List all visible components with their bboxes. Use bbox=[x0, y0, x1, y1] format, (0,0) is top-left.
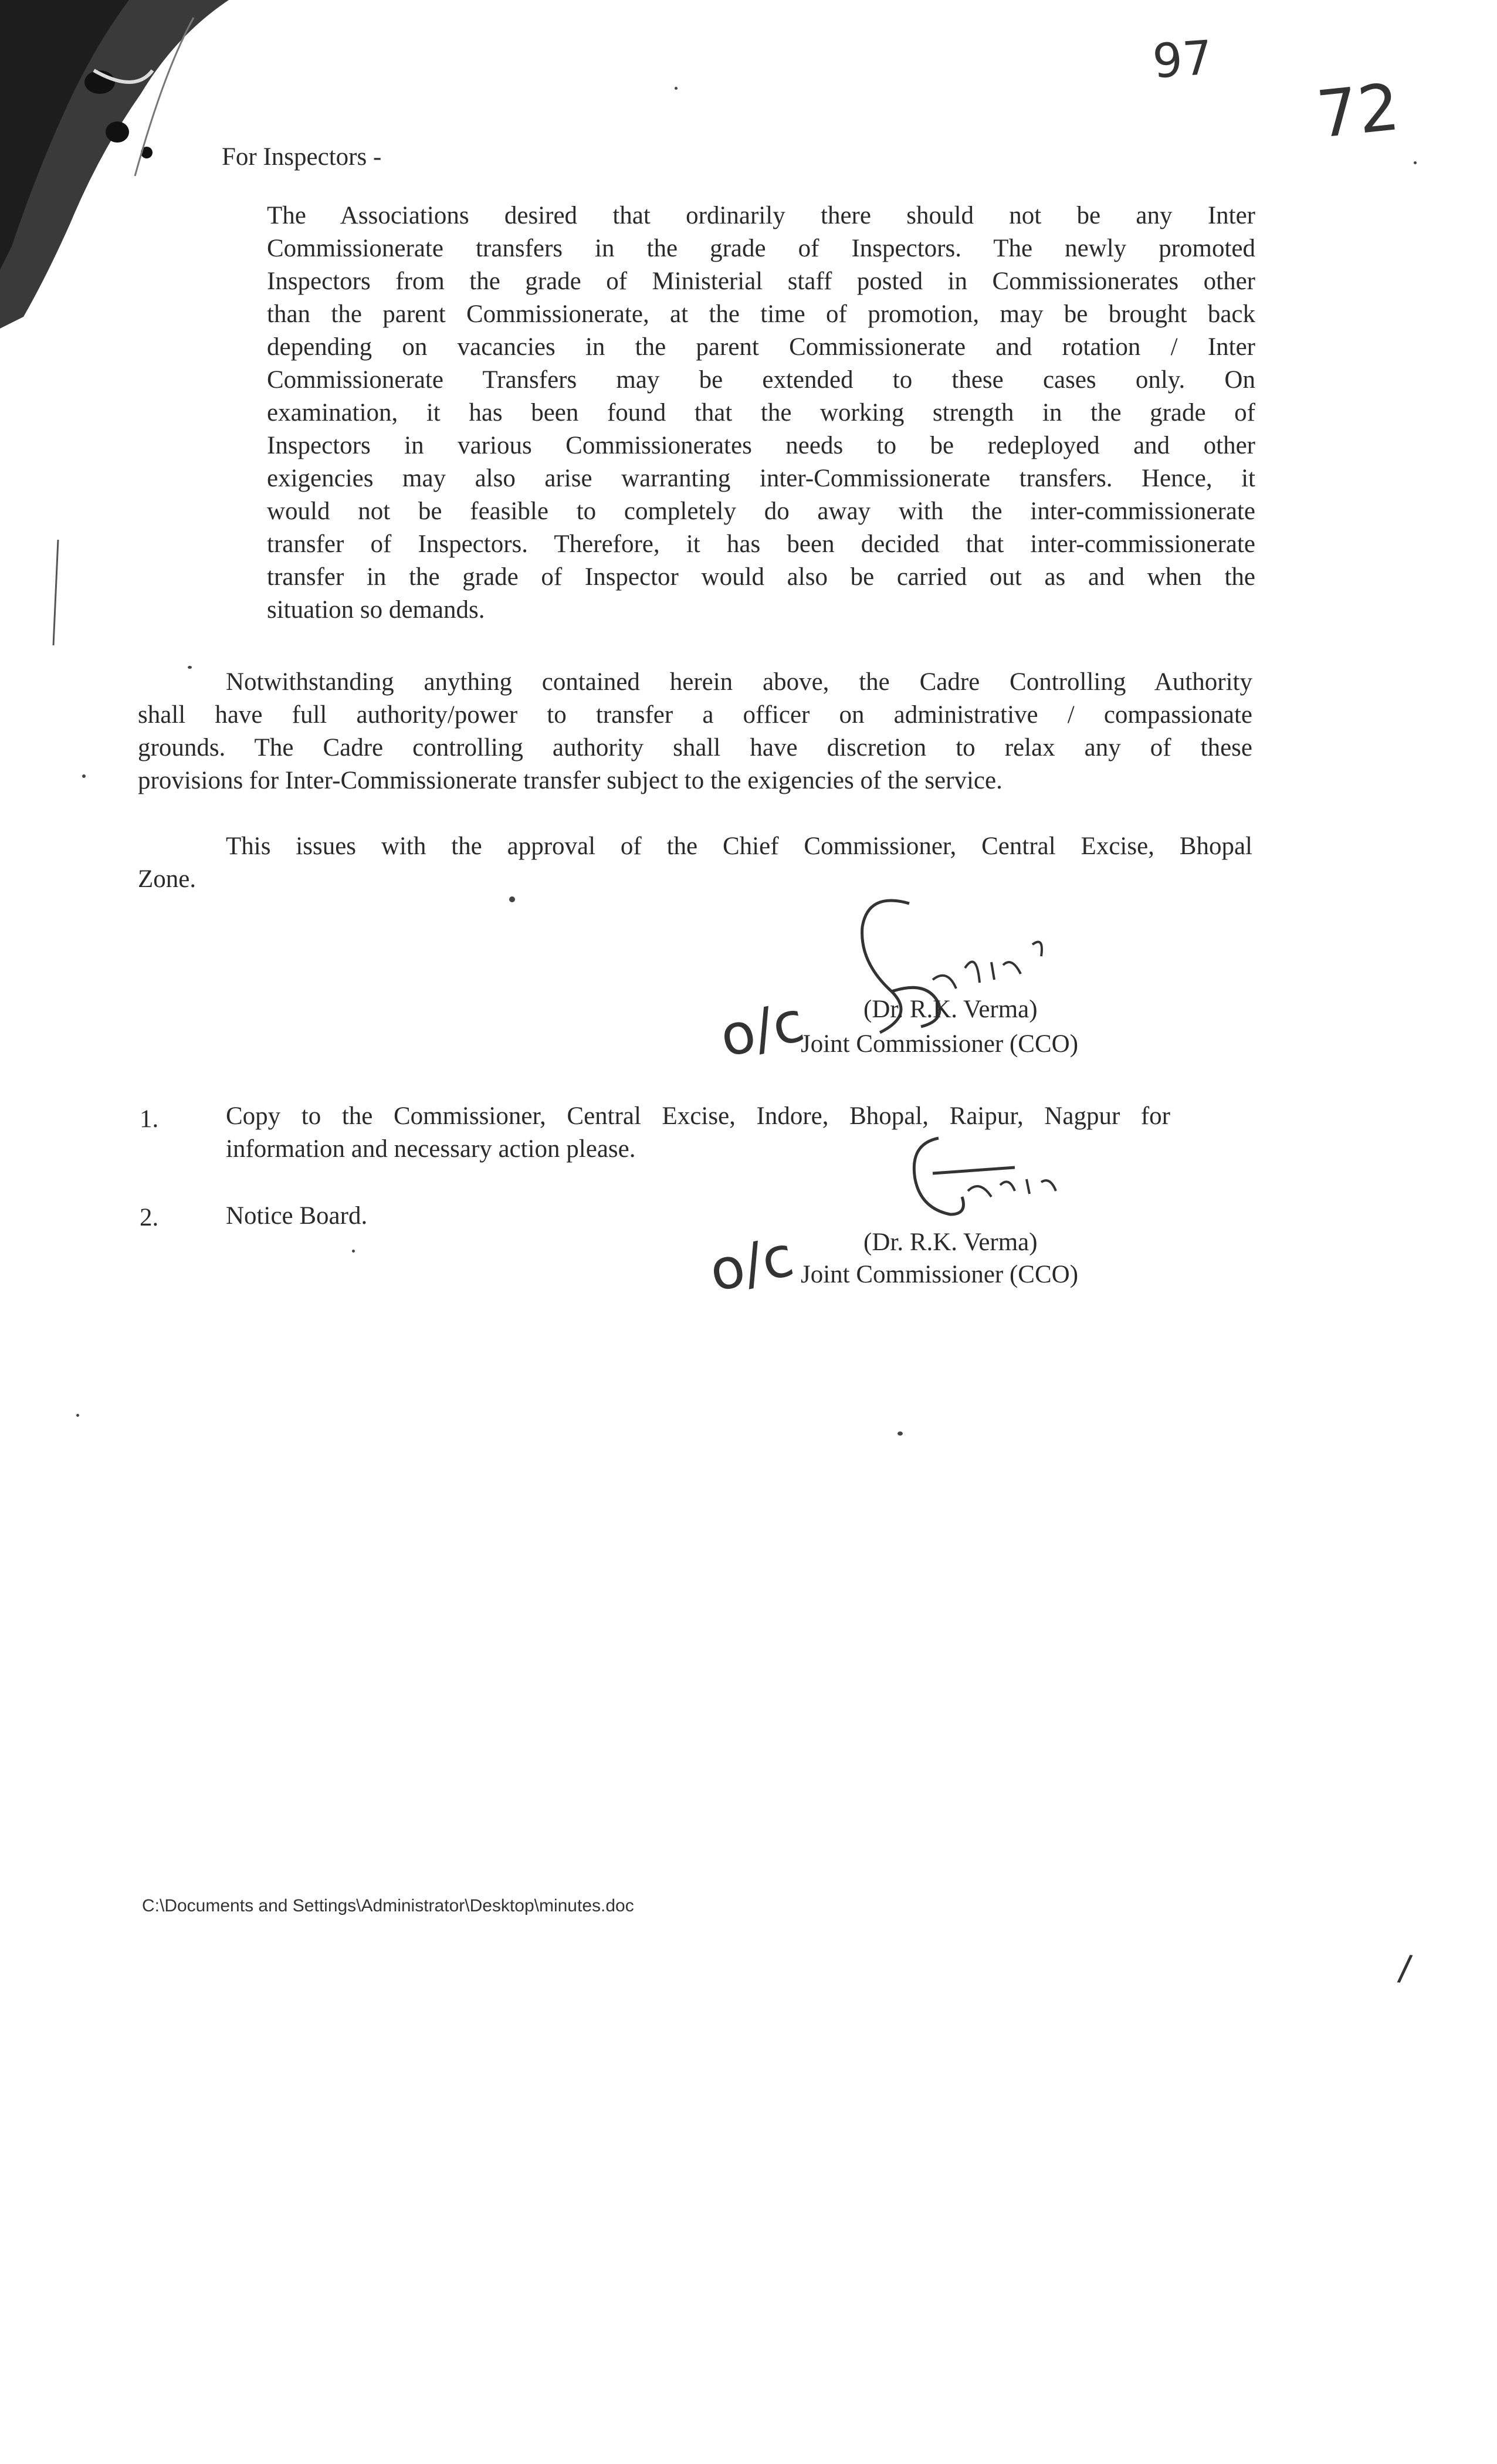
paragraph-line: transfer in the grade of Inspector would also be carried out as and when the bbox=[267, 563, 1255, 591]
file-path-footer: C:\Documents and Settings\Administrator\Desktop\minutes.doc bbox=[142, 1896, 634, 1915]
handwritten-initials: o/c bbox=[704, 1224, 800, 1305]
signatory-name: (Dr. R.K. Verma) bbox=[863, 996, 1038, 1023]
scan-speck bbox=[82, 774, 86, 778]
paragraph-line: This issues with the approval of the Chief Commissioner, Central Excise, Bhopal bbox=[226, 832, 1252, 860]
scan-speck bbox=[1414, 161, 1417, 164]
paragraph-line: examination, it has been found that the working strength in the grade of bbox=[267, 399, 1255, 427]
handwritten-initials: o/c bbox=[714, 989, 810, 1070]
corner-page-number: 72 bbox=[1313, 69, 1403, 153]
copy-line: information and necessary action please. bbox=[226, 1135, 636, 1163]
paragraph-line: provisions for Inter-Commissionerate transfer subject to the exigencies of the service. bbox=[138, 767, 1002, 794]
handwritten-page-number: 97 bbox=[1150, 30, 1214, 89]
paragraph-line: depending on vacancies in the parent Commissionerate and rotation / Inter bbox=[267, 333, 1255, 361]
paragraph-line: Commissionerate transfers in the grade of Inspectors. The newly promoted bbox=[267, 235, 1255, 262]
paragraph-line: grounds. The Cadre controlling authority shall have discretion to relax any of these bbox=[138, 734, 1252, 761]
paragraph-line: exigencies may also arise warranting inter-Commissionerate transfers. Hence, it bbox=[267, 465, 1255, 492]
signatory-name: (Dr. R.K. Verma) bbox=[863, 1228, 1038, 1256]
scan-corner-shadow bbox=[0, 0, 246, 329]
copy-item-number: 2. bbox=[140, 1204, 159, 1231]
scan-speck bbox=[675, 87, 678, 90]
scan-speck bbox=[76, 1414, 79, 1417]
scan-speck bbox=[897, 1431, 903, 1436]
paragraph-line: shall have full authority/power to transfer a officer on administrative / compassionate bbox=[138, 701, 1252, 729]
margin-mark: / bbox=[1396, 1947, 1414, 1990]
paragraph-line: situation so demands. bbox=[267, 596, 485, 624]
paragraph-line: than the parent Commissionerate, at the time of promotion, may be brought back bbox=[267, 300, 1255, 328]
scan-speck bbox=[509, 896, 515, 902]
paragraph-line: Inspectors from the grade of Ministerial staff posted in Commissionerates other bbox=[267, 268, 1255, 295]
copy-line: Copy to the Commissioner, Central Excise, Indore, Bhopal, Raipur, Nagpur for bbox=[226, 1102, 1170, 1130]
paragraph-line: Zone. bbox=[138, 865, 197, 893]
paragraph-line: Inspectors in various Commissionerates needs to be redeployed and other bbox=[267, 432, 1255, 459]
paragraph-line: transfer of Inspectors. Therefore, it has been decided that inter-commissionerate bbox=[267, 530, 1255, 558]
paragraph-line: Notwithstanding anything contained herein above, the Cadre Controlling Authority bbox=[226, 668, 1252, 696]
scan-speck bbox=[188, 666, 192, 669]
paragraph-line: Commissionerate Transfers may be extended to these cases only. On bbox=[267, 366, 1255, 394]
copy-item-text: Notice Board. bbox=[226, 1202, 368, 1230]
paragraph-cadre-authority bbox=[138, 666, 1252, 797]
paragraph-line: The Associations desired that ordinarily there should not be any Inter bbox=[267, 202, 1255, 229]
paragraph-line: would not be feasible to completely do away with the inter-commissionerate bbox=[267, 497, 1255, 525]
margin-stray-line bbox=[50, 540, 62, 645]
signatory-designation: Joint Commissioner (CCO) bbox=[801, 1030, 1079, 1058]
paragraph-inspectors-transfer bbox=[267, 199, 1255, 627]
signature-scribble bbox=[897, 1126, 1109, 1232]
scan-speck bbox=[352, 1250, 355, 1253]
copy-item-number: 1. bbox=[140, 1105, 159, 1133]
signatory-designation: Joint Commissioner (CCO) bbox=[801, 1261, 1079, 1288]
section-heading: For Inspectors - bbox=[222, 143, 382, 171]
